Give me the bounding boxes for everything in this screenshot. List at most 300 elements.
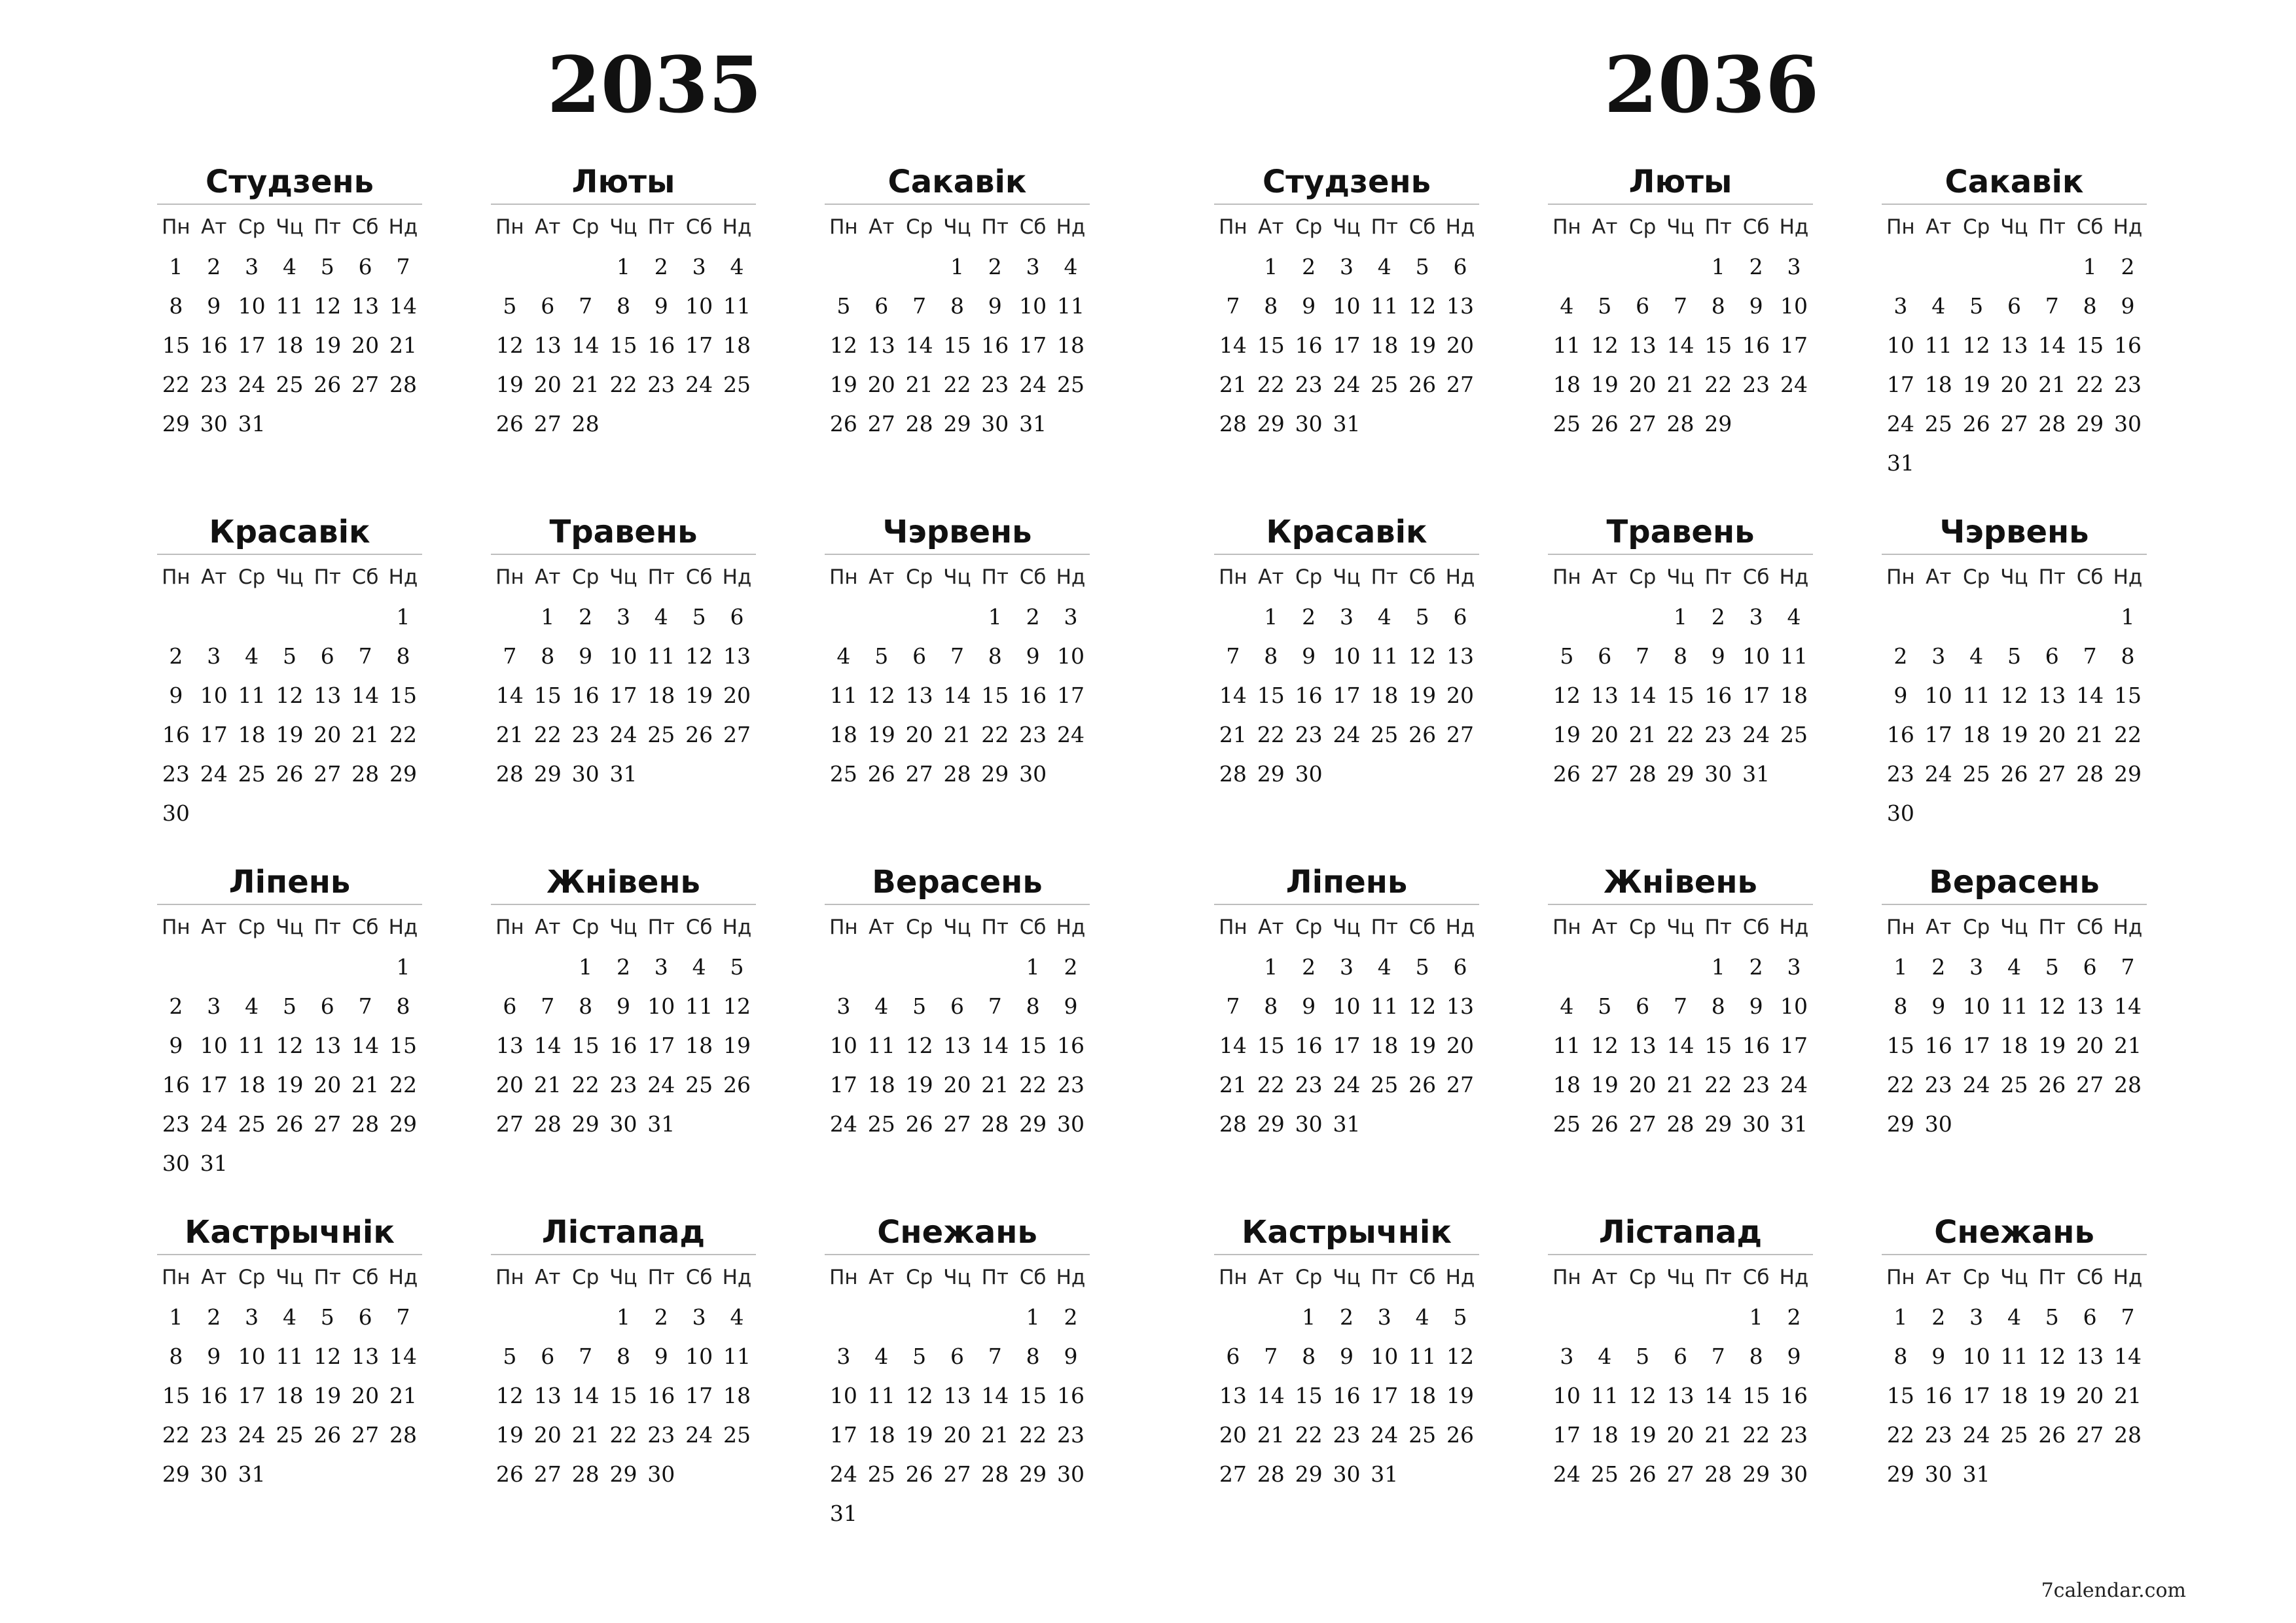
week-row [491, 947, 756, 986]
day-cell: 25 [1371, 721, 1399, 747]
day-cell: 30 [1704, 760, 1732, 787]
weekday-header-row [1548, 1258, 1813, 1297]
day-cell: 12 [276, 682, 304, 708]
day-cell: 12 [1962, 332, 1990, 358]
day-cell: 28 [1257, 1461, 1285, 1487]
weekday-label: Ат [535, 1266, 561, 1289]
weekday-label: Пн [1886, 565, 1915, 589]
weekday-header-row [491, 1258, 756, 1297]
day-cell: 8 [1264, 993, 1278, 1019]
week-row [1882, 675, 2147, 715]
weekday-header-row [157, 908, 422, 947]
day-cell: 20 [351, 332, 380, 358]
day-cell: 25 [647, 721, 675, 747]
weekday-label: Пн [1219, 565, 1247, 589]
weekday-label: Ат [1258, 215, 1284, 239]
day-cell: 17 [1552, 1421, 1581, 1448]
month-calendar [157, 1211, 422, 1493]
day-cell: 8 [1893, 1343, 1908, 1369]
week-row [491, 1454, 756, 1493]
day-cell: 23 [1019, 721, 1047, 747]
day-cell: 2 [654, 253, 668, 279]
week-row [157, 715, 422, 754]
day-cell: 9 [1787, 1343, 1801, 1369]
day-cell: 10 [1886, 332, 1914, 358]
weekday-label: Нд [1445, 215, 1475, 239]
week-row [1548, 986, 1813, 1026]
day-cell: 23 [162, 760, 190, 787]
day-cell: 14 [1219, 332, 1247, 358]
day-cell: 21 [2113, 1032, 2142, 1058]
weekday-label: Ат [535, 215, 561, 239]
day-cell: 8 [396, 993, 410, 1019]
day-cell: 18 [1780, 682, 1808, 708]
day-cell: 31 [238, 1461, 266, 1487]
week-row [1214, 325, 1479, 365]
day-cell: 16 [1742, 332, 1770, 358]
week-row [1548, 1065, 1813, 1104]
week-row [157, 986, 422, 1026]
day-cell: 21 [981, 1421, 1009, 1448]
day-cell: 8 [1264, 293, 1278, 319]
day-cell: 26 [1628, 1461, 1657, 1487]
day-cell: 25 [867, 1461, 895, 1487]
weekday-label: Чц [943, 215, 971, 239]
day-cell: 21 [571, 371, 600, 397]
weekday-header-row [157, 558, 422, 597]
day-cell: 7 [503, 643, 517, 669]
day-cell: 1 [2121, 603, 2135, 630]
day-cell: 17 [1962, 1032, 1990, 1058]
day-cell: 18 [723, 332, 751, 358]
day-cell: 11 [238, 1032, 266, 1058]
day-cell: 22 [1666, 721, 1695, 747]
day-cell: 6 [541, 1343, 555, 1369]
day-cell: 9 [1064, 1343, 1078, 1369]
month-name: Лістапад [491, 1211, 756, 1255]
weekday-label: Ат [1926, 1266, 1952, 1289]
weekday-label: Ср [1962, 565, 1990, 589]
day-cell: 15 [1704, 332, 1732, 358]
day-cell: 29 [1666, 760, 1695, 787]
day-cell: 12 [314, 1343, 342, 1369]
day-cell: 12 [1552, 682, 1581, 708]
day-cell: 12 [1408, 293, 1437, 319]
month-name: Студзень [1214, 160, 1479, 205]
day-cell: 31 [829, 1500, 857, 1526]
day-cell: 8 [616, 1343, 630, 1369]
day-cell: 11 [2000, 1343, 2028, 1369]
day-cell: 12 [1590, 332, 1619, 358]
weekday-label: Пн [1552, 1266, 1581, 1289]
week-row [157, 365, 422, 404]
day-cell: 27 [723, 721, 751, 747]
week-row [1548, 1104, 1813, 1143]
day-cell: 29 [1295, 1461, 1323, 1487]
weekday-label: Сб [1408, 565, 1436, 589]
day-cell: 29 [1257, 1111, 1285, 1137]
day-cell: 4 [282, 1304, 296, 1330]
week-row [157, 325, 422, 365]
day-cell: 22 [162, 371, 190, 397]
weekday-header-row [491, 908, 756, 947]
day-cell: 1 [1893, 954, 1908, 980]
day-cell: 5 [912, 1343, 927, 1369]
week-row [1882, 365, 2147, 404]
day-cell: 8 [2121, 643, 2135, 669]
day-cell: 7 [358, 993, 372, 1019]
month-calendar [1214, 510, 1479, 793]
day-cell: 3 [1064, 603, 1078, 630]
month-calendar [1882, 1211, 2147, 1493]
day-cell: 18 [1371, 682, 1399, 708]
week-row [825, 247, 1090, 286]
day-cell: 18 [2000, 1382, 2028, 1408]
day-cell: 11 [1780, 643, 1808, 669]
week-row [1214, 1336, 1479, 1376]
weekday-label: Чц [276, 1266, 304, 1289]
day-cell: 24 [238, 371, 266, 397]
month-calendar [491, 1211, 756, 1493]
day-cell: 27 [1666, 1461, 1695, 1487]
week-row [1214, 636, 1479, 675]
day-cell: 25 [1780, 721, 1808, 747]
weekday-label: Ат [1926, 916, 1952, 939]
day-cell: 17 [1333, 1032, 1361, 1058]
weekday-label: Чц [609, 565, 637, 589]
day-cell: 1 [169, 1304, 183, 1330]
day-cell: 16 [1019, 682, 1047, 708]
month-calendar [1214, 1211, 1479, 1493]
day-cell: 26 [2038, 1421, 2066, 1448]
day-cell: 16 [647, 1382, 675, 1408]
day-cell: 29 [609, 1461, 637, 1487]
day-cell: 18 [1552, 371, 1581, 397]
weekday-label: Пт [647, 215, 675, 239]
week-row [1214, 947, 1479, 986]
weekday-label: Пт [647, 916, 675, 939]
week-row [157, 675, 422, 715]
weekday-label: Пн [1552, 565, 1581, 589]
day-cell: 16 [1333, 1382, 1361, 1408]
day-cell: 5 [1636, 1343, 1650, 1369]
week-row [1548, 597, 1813, 636]
day-cell: 19 [723, 1032, 751, 1058]
weekday-label: Чц [609, 215, 637, 239]
weekday-label: Сб [351, 1266, 379, 1289]
day-cell: 11 [1056, 293, 1085, 319]
week-row [825, 404, 1090, 443]
weekday-label: Пт [2038, 215, 2066, 239]
day-cell: 2 [1931, 954, 1946, 980]
day-cell: 3 [692, 1304, 706, 1330]
week-row [491, 597, 756, 636]
day-cell: 26 [1962, 410, 1990, 437]
weekday-label: Сб [1408, 215, 1436, 239]
day-cell: 3 [692, 253, 706, 279]
day-cell: 10 [647, 993, 675, 1019]
weekday-label: Ср [1628, 1266, 1657, 1289]
week-row [1548, 754, 1813, 793]
day-cell: 23 [1742, 371, 1770, 397]
day-cell: 26 [1590, 410, 1619, 437]
day-cell: 8 [1026, 1343, 1040, 1369]
week-row [1214, 286, 1479, 325]
day-cell: 5 [503, 1343, 517, 1369]
weekday-label: Сб [685, 916, 713, 939]
day-cell: 25 [1924, 410, 1952, 437]
week-row [491, 1065, 756, 1104]
day-cell: 3 [1339, 954, 1354, 980]
day-cell: 21 [533, 1071, 562, 1097]
day-cell: 6 [541, 293, 555, 319]
day-cell: 15 [162, 1382, 190, 1408]
weekday-label: Ср [1962, 1266, 1990, 1289]
day-cell: 20 [1446, 682, 1474, 708]
day-cell: 5 [874, 643, 889, 669]
weekday-label: Сб [1742, 1266, 1770, 1289]
day-cell: 28 [495, 760, 524, 787]
day-cell: 20 [1666, 1421, 1695, 1448]
day-cell: 6 [2083, 954, 2097, 980]
weekday-label: Сб [2076, 1266, 2104, 1289]
day-cell: 21 [1628, 721, 1657, 747]
day-cell: 27 [495, 1111, 524, 1137]
week-row [491, 1336, 756, 1376]
day-cell: 8 [1026, 993, 1040, 1019]
weekday-label: Нд [722, 1266, 752, 1289]
day-cell: 14 [2076, 682, 2104, 708]
weekday-label: Пн [1219, 1266, 1247, 1289]
weekday-label: Пт [314, 1266, 341, 1289]
day-cell: 28 [1704, 1461, 1732, 1487]
day-cell: 4 [692, 954, 706, 980]
week-row [157, 947, 422, 986]
day-cell: 7 [396, 1304, 410, 1330]
day-cell: 26 [276, 760, 304, 787]
week-row [157, 404, 422, 443]
day-cell: 15 [162, 332, 190, 358]
day-cell: 7 [579, 293, 593, 319]
weekday-label: Пт [1704, 215, 1732, 239]
day-cell: 29 [981, 760, 1009, 787]
weekday-label: Ср [905, 565, 933, 589]
day-cell: 15 [1257, 1032, 1285, 1058]
day-cell: 3 [1893, 293, 1908, 319]
day-cell: 23 [647, 1421, 675, 1448]
day-cell: 28 [571, 1461, 600, 1487]
week-row [1882, 793, 2147, 832]
day-cell: 19 [2038, 1032, 2066, 1058]
day-cell: 16 [1742, 1032, 1770, 1058]
day-cell: 16 [609, 1032, 637, 1058]
day-cell: 17 [829, 1071, 857, 1097]
day-cell: 23 [1056, 1421, 1085, 1448]
weekday-header-row [825, 1258, 1090, 1297]
day-cell: 15 [1886, 1382, 1914, 1408]
day-cell: 14 [571, 1382, 600, 1408]
day-cell: 4 [1377, 603, 1391, 630]
day-cell: 30 [1924, 1461, 1952, 1487]
weekday-label: Пн [1552, 916, 1581, 939]
day-cell: 22 [943, 371, 971, 397]
week-row [1548, 325, 1813, 365]
day-cell: 16 [162, 1071, 190, 1097]
day-cell: 3 [1931, 643, 1946, 669]
weekday-label: Нд [388, 215, 418, 239]
day-cell: 12 [1408, 643, 1437, 669]
weekday-header-row [157, 207, 422, 247]
day-cell: 23 [200, 371, 228, 397]
day-cell: 17 [647, 1032, 675, 1058]
week-row [1214, 1376, 1479, 1415]
weekday-label: Нд [388, 565, 418, 589]
day-cell: 11 [867, 1032, 895, 1058]
weekday-label: Ат [201, 565, 227, 589]
weekday-label: Пт [2038, 565, 2066, 589]
day-cell: 31 [1886, 450, 1914, 476]
day-cell: 13 [2076, 993, 2104, 1019]
day-cell: 10 [1333, 993, 1361, 1019]
week-row [825, 947, 1090, 986]
day-cell: 4 [1560, 293, 1574, 319]
day-cell: 14 [571, 332, 600, 358]
month-calendar [491, 160, 756, 443]
weekday-label: Нд [1445, 916, 1475, 939]
day-cell: 11 [723, 1343, 751, 1369]
day-cell: 14 [981, 1032, 1009, 1058]
weekday-label: Сб [1408, 916, 1436, 939]
day-cell: 24 [200, 1111, 228, 1137]
week-row [1548, 1297, 1813, 1336]
day-cell: 24 [1780, 371, 1808, 397]
day-cell: 24 [1371, 1421, 1399, 1448]
day-cell: 14 [981, 1382, 1009, 1408]
day-cell: 18 [276, 1382, 304, 1408]
day-cell: 14 [1666, 1032, 1695, 1058]
day-cell: 23 [1295, 1071, 1323, 1097]
day-cell: 9 [1931, 1343, 1946, 1369]
day-cell: 21 [1257, 1421, 1285, 1448]
week-row [825, 1336, 1090, 1376]
day-cell: 23 [1780, 1421, 1808, 1448]
day-cell: 12 [905, 1382, 933, 1408]
day-cell: 24 [1552, 1461, 1581, 1487]
day-cell: 31 [1371, 1461, 1399, 1487]
day-cell: 3 [1969, 954, 1984, 980]
week-row [1882, 443, 2147, 482]
day-cell: 25 [1552, 1111, 1581, 1137]
weekday-label: Пн [829, 565, 858, 589]
day-cell: 8 [169, 1343, 183, 1369]
day-cell: 5 [320, 1304, 334, 1330]
day-cell: 2 [654, 1304, 668, 1330]
day-cell: 24 [238, 1421, 266, 1448]
weekday-label: Сб [1019, 916, 1047, 939]
weekday-label: Чц [2000, 215, 2028, 239]
day-cell: 19 [2038, 1382, 2066, 1408]
day-cell: 26 [1408, 371, 1437, 397]
week-row [1882, 1104, 2147, 1143]
day-cell: 4 [2007, 954, 2021, 980]
weekday-label: Сб [351, 215, 379, 239]
weekday-label: Ат [201, 1266, 227, 1289]
day-cell: 28 [533, 1111, 562, 1137]
weekday-label: Нд [388, 1266, 418, 1289]
day-cell: 11 [238, 682, 266, 708]
day-cell: 17 [238, 332, 266, 358]
day-cell: 23 [647, 371, 675, 397]
weekday-label: Пт [647, 565, 675, 589]
month-calendar [1882, 510, 2147, 832]
day-cell: 2 [988, 253, 1002, 279]
day-cell: 5 [730, 954, 744, 980]
day-cell: 25 [2000, 1071, 2028, 1097]
day-cell: 23 [1924, 1421, 1952, 1448]
month-calendar [157, 510, 422, 832]
week-row [1548, 715, 1813, 754]
day-cell: 17 [1924, 721, 1952, 747]
day-cell: 27 [2076, 1071, 2104, 1097]
day-cell: 9 [1302, 993, 1316, 1019]
day-cell: 18 [829, 721, 857, 747]
week-row [825, 1104, 1090, 1143]
day-cell: 22 [2113, 721, 2142, 747]
day-cell: 27 [1446, 371, 1474, 397]
week-row [1882, 1376, 2147, 1415]
day-cell: 3 [1969, 1304, 1984, 1330]
day-cell: 18 [1408, 1382, 1437, 1408]
day-cell: 17 [1742, 682, 1770, 708]
day-cell: 12 [905, 1032, 933, 1058]
weekday-label: Чц [1333, 565, 1361, 589]
day-cell: 2 [1026, 603, 1040, 630]
day-cell: 25 [1590, 1461, 1619, 1487]
day-cell: 29 [389, 1111, 417, 1137]
week-row [1214, 1026, 1479, 1065]
day-cell: 30 [162, 1150, 190, 1176]
weekday-header-row [1548, 908, 1813, 947]
month-calendar [157, 861, 422, 1183]
weekday-label: Нд [1779, 1266, 1809, 1289]
year-title: 2035 [547, 39, 762, 130]
day-cell: 24 [1019, 371, 1047, 397]
day-cell: 20 [2000, 371, 2028, 397]
day-cell: 26 [905, 1461, 933, 1487]
weekday-label: Ср [571, 215, 600, 239]
week-row [491, 715, 756, 754]
week-row [825, 986, 1090, 1026]
day-cell: 11 [276, 1343, 304, 1369]
day-cell: 27 [905, 760, 933, 787]
day-cell: 24 [200, 760, 228, 787]
day-cell: 19 [1590, 371, 1619, 397]
day-cell: 4 [1377, 954, 1391, 980]
week-row [1548, 1026, 1813, 1065]
weekday-label: Пт [1371, 1266, 1398, 1289]
day-cell: 8 [541, 643, 555, 669]
day-cell: 24 [1962, 1071, 1990, 1097]
day-cell: 15 [609, 332, 637, 358]
day-cell: 2 [207, 1304, 221, 1330]
weekday-label: Ат [1926, 565, 1952, 589]
day-cell: 16 [981, 332, 1009, 358]
day-cell: 30 [1333, 1461, 1361, 1487]
day-cell: 5 [2045, 1304, 2059, 1330]
day-cell: 7 [1673, 293, 1687, 319]
day-cell: 24 [1962, 1421, 1990, 1448]
day-cell: 27 [943, 1111, 971, 1137]
